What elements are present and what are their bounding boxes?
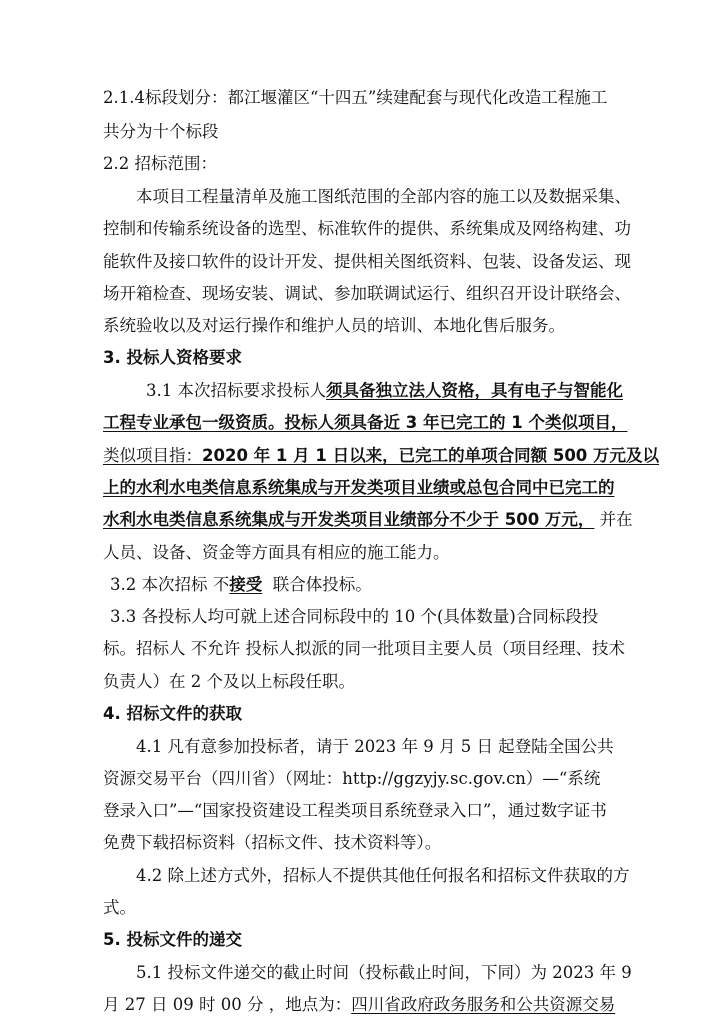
emphasis-text: 上的水利水电类信息系统集成与开发类项目业绩或总包合同中已完工的 [103, 478, 615, 497]
emphasis-text: 四川省政府政务服务和公共资源交易 [351, 995, 616, 1014]
text-line: 共分为十个标段 [103, 122, 219, 141]
text-span: 3.1 本次招标要求投标人 [146, 381, 326, 400]
emphasis-text: 水利水电类信息系统集成与开发类项目业绩部分不少于 500 万元， [103, 510, 595, 529]
text-line: 标。招标人 不允许 投标人拟派的同一批项目主要人员（项目经理、技术 [103, 639, 625, 658]
text-span: 类似项目指： [103, 446, 202, 465]
text-line: 登录入口”—“国家投资建设工程类项目系统登录入口”，通过数字证书 [103, 801, 607, 820]
emphasis-text: 接受 [229, 575, 263, 594]
text-span: 并在 [594, 510, 633, 529]
text-line [110, 574, 372, 596]
text-line: 能软件及接口软件的设计开发、提供相关图纸资料、包装、设备发运、现 [103, 252, 631, 271]
emphasis-text: 2020 年 1 月 1 日以来，已完工的单项合同额 500 万元及以 [202, 446, 660, 465]
text-line: 资源交易平台（四川省）（网址：http://ggzyjy.sc.gov.cn）—“系统 [103, 769, 601, 788]
text-line: 式。 [103, 898, 136, 917]
section-heading: 2.2 招标范围： [103, 154, 217, 173]
text-line: 3.3 各投标人均可就上述合同标段中的 10 个(具体数量)合同标段投 [110, 607, 599, 626]
text-line: 人员、设备、资金等方面具有相应的施工能力。 [103, 543, 450, 562]
text-line: 控制和传输系统设备的选型、标准软件的提供、系统集成及网络构建、功 [103, 219, 631, 238]
text-line [103, 509, 633, 531]
text-line: 4.1 凡有意参加投标者，请于 2023 年 9 月 5 日 起登陆全国公共 [136, 737, 614, 756]
text-line: 本项目工程量清单及施工图纸范围的全部内容的施工以及数据采集、 [136, 187, 631, 206]
emphasis-text: 须具备独立法人资格，具有电子与智能化 [326, 381, 623, 400]
text-line [146, 380, 623, 402]
text-line: 2.1.4标段划分：都江堰灌区“十四五”续建配套与现代化改造工程施工 [103, 88, 608, 107]
text-span: 3.2 本次招标 不 [110, 575, 230, 594]
section-heading: 5. 投标文件的递交 [103, 930, 242, 949]
text-line [103, 445, 659, 467]
text-line: 4.2 除上述方式外，招标人不提供其他任何报名和招标文件获取的方 [136, 866, 630, 885]
section-heading: 4. 招标文件的获取 [103, 704, 242, 723]
text-line: 5.1 投标文件递交的截止时间（投标截止时间，下同）为 2023 年 9 [136, 963, 632, 982]
emphasis-text: 工程专业承包一级资质。投标人须具备近 3 年已完工的 1 个类似项目， [103, 413, 628, 432]
text-line: 免费下载招标资料（招标文件、技术资料等）。 [103, 833, 442, 852]
text-line: 系统验收以及对运行操作和维护人员的培训、本地化售后服务。 [103, 316, 565, 335]
text-line [103, 994, 615, 1016]
text-line: 场开箱检查、现场安装、调试、参加联调试运行、组织召开设计联络会、 [103, 284, 631, 303]
text-line: 负责人）在 2 个及以上标段任职。 [103, 672, 355, 691]
text-span: 联合体投标。 [262, 575, 372, 594]
section-heading: 3. 投标人资格要求 [103, 348, 242, 367]
text-span: 月 27 日 09 时 00 分 ，地点为： [103, 995, 352, 1014]
